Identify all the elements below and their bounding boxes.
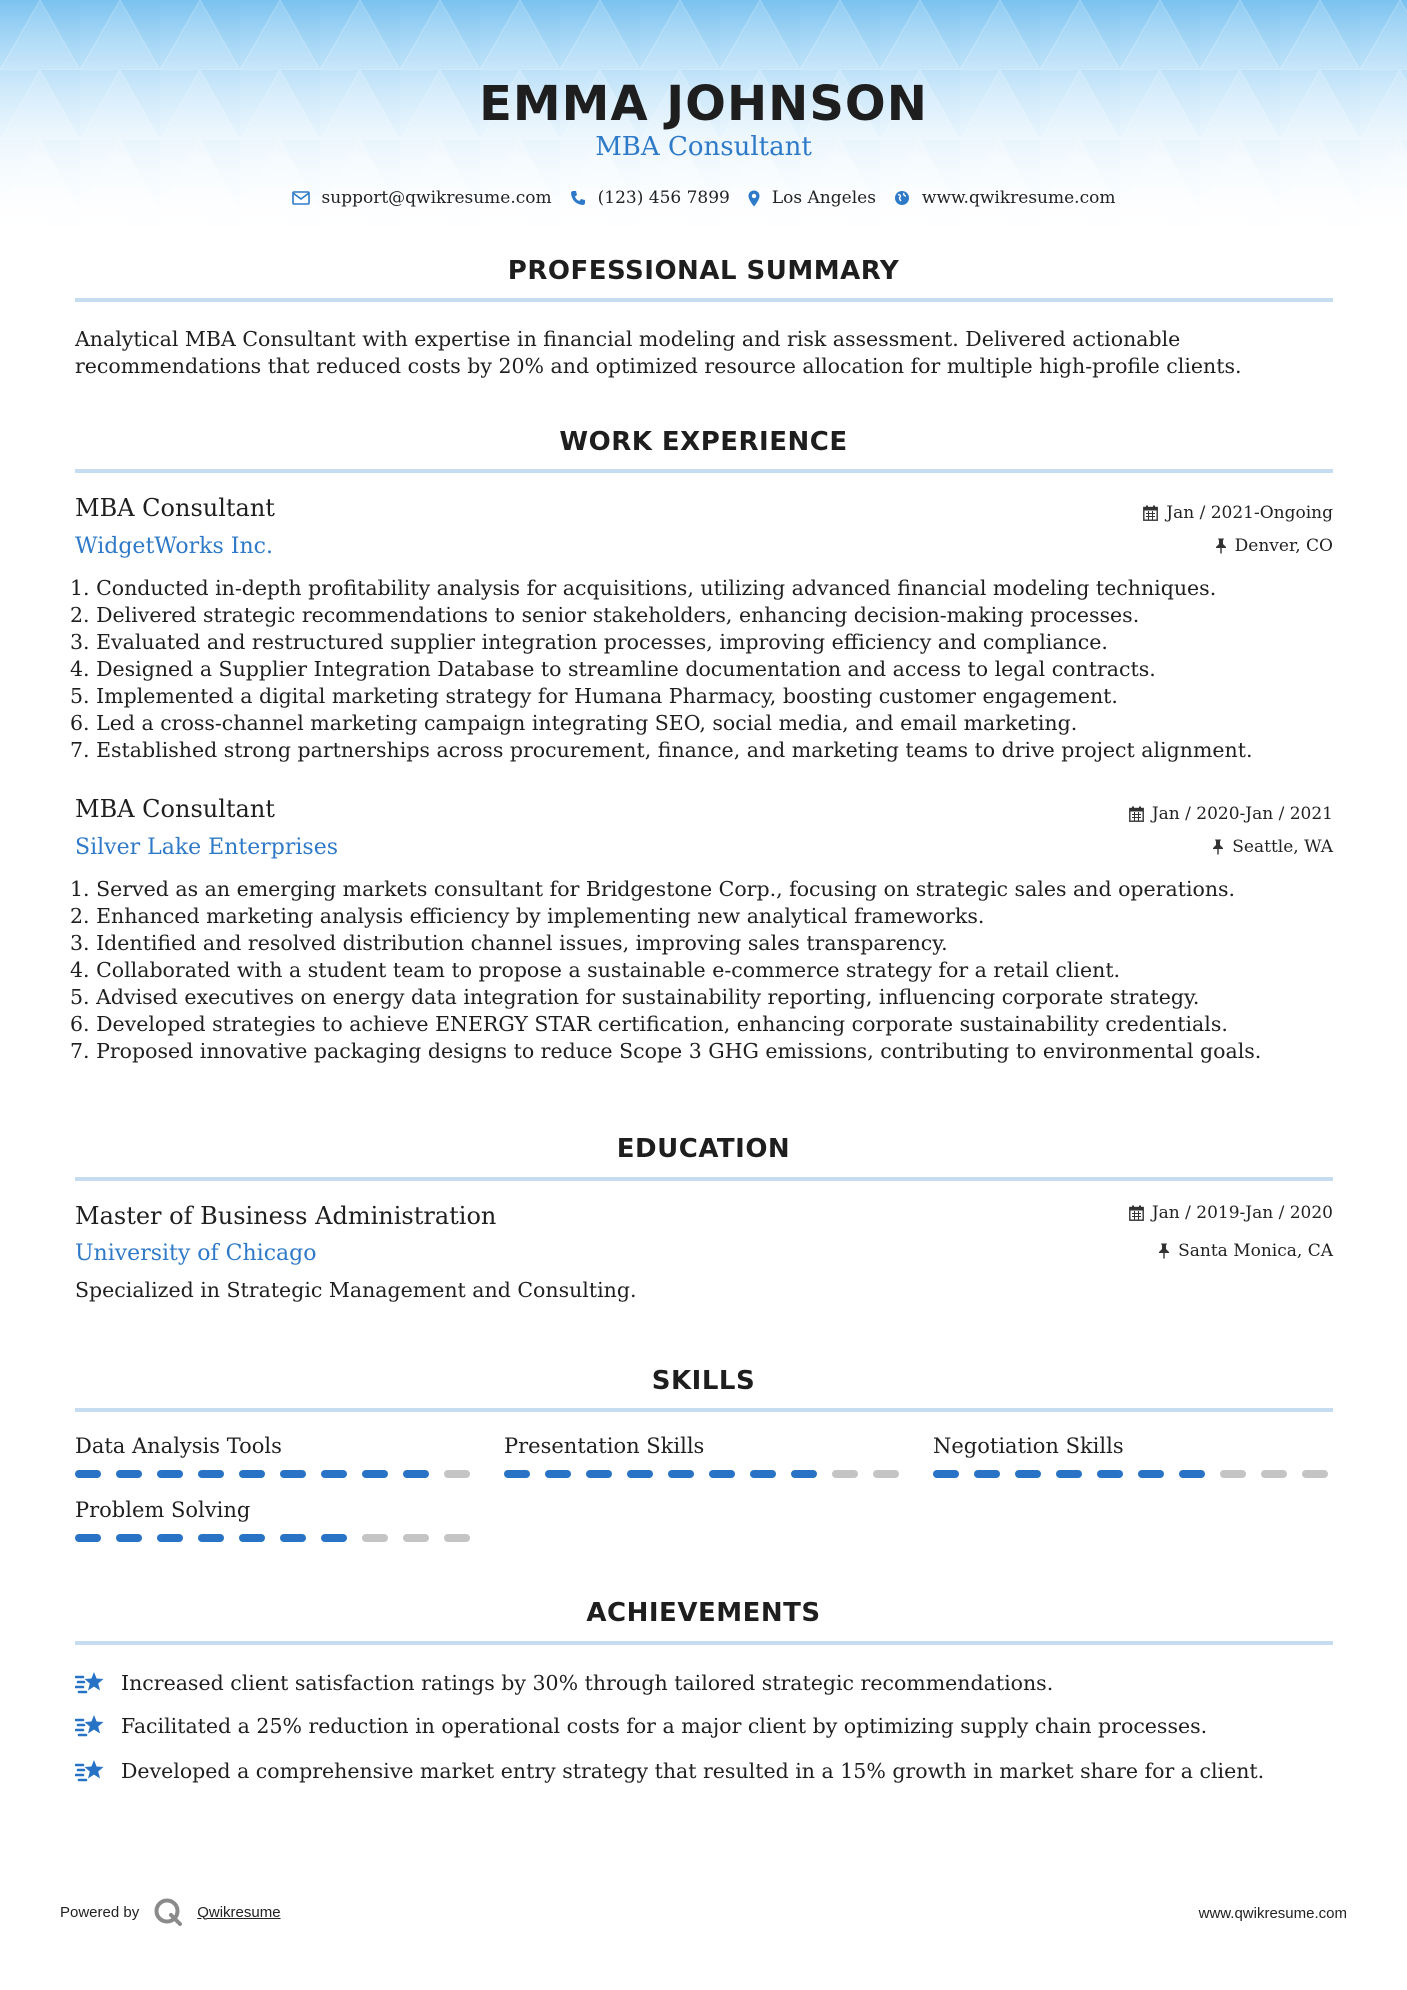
list-item: 6. Developed strategies to achieve ENERGY STAR certification, enhancing corporate sustainability credentials. — [70, 1012, 1228, 1036]
job-company: Silver Lake Enterprises — [75, 835, 339, 860]
list-item: 5. Advised executives on energy data integration for sustainability reporting, influencing corporate strategy. — [70, 985, 1200, 1009]
skill-segment-filled — [586, 1470, 612, 1478]
pushpin-icon — [1215, 538, 1227, 554]
skill-segment-filled — [1179, 1470, 1205, 1478]
skill-segment-filled — [933, 1470, 959, 1478]
contact-location-text: Los Angeles — [771, 188, 876, 208]
contact-phone[interactable] — [570, 188, 730, 208]
skill-segment-filled — [75, 1534, 101, 1542]
skill-segment-filled — [545, 1470, 571, 1478]
summary-line: Analytical MBA Consultant with expertise in financial modeling and risk assessment. Delivered actionable — [75, 327, 1181, 351]
skill-name: Negotiation Skills — [933, 1434, 1124, 1458]
education-degree: Master of Business Administration — [75, 1202, 497, 1230]
education-note: Specialized in Strategic Management and Consulting. — [75, 1278, 637, 1302]
skill-segment-filled — [157, 1470, 183, 1478]
envelope-icon — [292, 191, 310, 205]
skill-segment-filled — [198, 1534, 224, 1542]
list-item: 3. Evaluated and restructured supplier integration processes, improving efficiency and compliance. — [70, 630, 1108, 654]
achievements-divider — [75, 1641, 1333, 1645]
calendar-icon — [1129, 806, 1144, 822]
map-marker-icon — [748, 190, 760, 207]
job-responsibilities — [70, 876, 1340, 1065]
qwikresume-logo-icon — [153, 1897, 183, 1927]
skill-name: Problem Solving — [75, 1498, 251, 1522]
job-dates — [1143, 503, 1333, 523]
education-dates — [1129, 1203, 1333, 1223]
skill-segment-filled — [1097, 1470, 1123, 1478]
experience-heading: WORK EXPERIENCE — [559, 427, 848, 457]
skill-item — [504, 1434, 904, 1478]
skill-item — [933, 1434, 1333, 1478]
skill-segment-empty — [1261, 1470, 1287, 1478]
skill-level-bar — [504, 1470, 904, 1478]
skill-segment-filled — [362, 1470, 388, 1478]
summary-line: recommendations that reduced costs by 20% and optimized resource allocation for multiple high-profile clients. — [75, 354, 1242, 378]
education-location — [1158, 1241, 1333, 1261]
phone-icon — [570, 190, 586, 206]
skill-level-bar — [75, 1534, 475, 1542]
job-location — [1212, 837, 1333, 857]
education-location-text: Santa Monica, CA — [1178, 1241, 1333, 1261]
list-item: 5. Implemented a digital marketing strategy for Humana Pharmacy, boosting customer engagement. — [70, 684, 1118, 708]
shooting-star-icon — [75, 1757, 107, 1785]
skill-segment-filled — [116, 1534, 142, 1542]
skill-level-bar — [75, 1470, 475, 1478]
job-company: WidgetWorks Inc. — [75, 534, 273, 559]
skill-segment-empty — [873, 1470, 899, 1478]
skill-segment-filled — [1056, 1470, 1082, 1478]
pushpin-icon — [1212, 839, 1224, 855]
skill-item — [75, 1498, 475, 1542]
list-item: 3. Identified and resolved distribution channel issues, improving sales transparency. — [70, 931, 948, 955]
powered-by-label: Powered by — [60, 1903, 140, 1921]
skill-segment-filled — [280, 1470, 306, 1478]
skill-segment-filled — [750, 1470, 776, 1478]
skill-segment-empty — [362, 1534, 388, 1542]
candidate-role: MBA Consultant — [595, 132, 812, 162]
skill-segment-filled — [157, 1534, 183, 1542]
skills-divider — [75, 1408, 1333, 1412]
skill-segment-empty — [832, 1470, 858, 1478]
brand-link[interactable]: Qwikresume — [197, 1903, 281, 1921]
skill-segment-filled — [403, 1470, 429, 1478]
job-dates-text: Jan / 2021-Ongoing — [1166, 503, 1333, 523]
education-dates-text: Jan / 2019-Jan / 2020 — [1151, 1203, 1333, 1223]
skill-segment-filled — [116, 1470, 142, 1478]
shooting-star-icon — [75, 1712, 107, 1740]
experience-divider — [75, 469, 1333, 473]
contact-phone-text: (123) 456 7899 — [597, 188, 730, 208]
job-location — [1215, 536, 1333, 556]
job-dates-text: Jan / 2020-Jan / 2021 — [1151, 804, 1333, 824]
calendar-icon — [1129, 1205, 1144, 1221]
skill-segment-filled — [239, 1534, 265, 1542]
skill-segment-filled — [504, 1470, 530, 1478]
skill-segment-filled — [321, 1470, 347, 1478]
footer-powered-by — [60, 1897, 281, 1927]
skill-item — [75, 1434, 475, 1478]
skill-segment-empty — [1220, 1470, 1246, 1478]
list-item: 1. Served as an emerging markets consultant for Bridgestone Corp., focusing on strategic sales and operations. — [70, 877, 1236, 901]
list-item: 2. Delivered strategic recommendations to senior stakeholders, enhancing decision-making processes. — [70, 603, 1140, 627]
skill-segment-filled — [321, 1534, 347, 1542]
skill-level-bar — [933, 1470, 1333, 1478]
achievement-item — [75, 1712, 1207, 1740]
job-title: MBA Consultant — [75, 795, 275, 823]
list-item: 4. Collaborated with a student team to propose a sustainable e-commerce strategy for a retail client. — [70, 958, 1121, 982]
job-location-text: Denver, CO — [1234, 536, 1333, 556]
skill-segment-filled — [709, 1470, 735, 1478]
achievement-item — [75, 1669, 1053, 1697]
skill-segment-filled — [239, 1470, 265, 1478]
skill-segment-filled — [1015, 1470, 1041, 1478]
skill-segment-filled — [75, 1470, 101, 1478]
skill-segment-empty — [403, 1534, 429, 1542]
achievement-item — [75, 1757, 1264, 1785]
contact-email-text: support@qwikresume.com — [321, 188, 552, 208]
summary-divider — [75, 298, 1333, 302]
calendar-icon — [1143, 505, 1158, 521]
education-heading: EDUCATION — [616, 1134, 791, 1164]
skill-segment-empty — [444, 1534, 470, 1542]
skill-segment-empty — [444, 1470, 470, 1478]
skill-segment-filled — [668, 1470, 694, 1478]
summary-text — [75, 326, 1335, 380]
list-item: 6. Led a cross-channel marketing campaign integrating SEO, social media, and email marketing. — [70, 711, 1078, 735]
globe-icon — [894, 190, 910, 206]
job-responsibilities — [70, 575, 1340, 764]
contact-email[interactable] — [292, 188, 552, 208]
education-divider — [75, 1177, 1333, 1181]
footer-website[interactable]: www.qwikresume.com — [1198, 1905, 1347, 1922]
achievement-text: Facilitated a 25% reduction in operational costs for a major client by optimizing supply chain processes. — [121, 1714, 1208, 1738]
skill-segment-filled — [1138, 1470, 1164, 1478]
candidate-name: EMMA JOHNSON — [479, 76, 928, 132]
skill-name: Data Analysis Tools — [75, 1434, 282, 1458]
achievements-heading: ACHIEVEMENTS — [586, 1598, 821, 1628]
contact-website-text: www.qwikresume.com — [921, 188, 1116, 208]
contact-bar — [0, 188, 1407, 208]
skill-segment-filled — [627, 1470, 653, 1478]
skill-segment-filled — [198, 1470, 224, 1478]
job-title: MBA Consultant — [75, 494, 275, 522]
summary-heading: PROFESSIONAL SUMMARY — [507, 256, 900, 286]
list-item: 7. Proposed innovative packaging designs to reduce Scope 3 GHG emissions, contributing to environmental goals. — [70, 1039, 1262, 1063]
job-location-text: Seattle, WA — [1232, 837, 1333, 857]
achievement-text: Developed a comprehensive market entry strategy that resulted in a 15% growth in market share for a client. — [121, 1759, 1265, 1783]
skills-heading: SKILLS — [651, 1366, 756, 1396]
list-item: 4. Designed a Supplier Integration Database to streamline documentation and access to legal contracts. — [70, 657, 1156, 681]
shooting-star-icon — [75, 1669, 107, 1697]
skill-name: Presentation Skills — [504, 1434, 705, 1458]
list-item: 2. Enhanced marketing analysis efficiency by implementing new analytical frameworks. — [70, 904, 985, 928]
pushpin-icon — [1158, 1243, 1170, 1259]
skill-segment-filled — [974, 1470, 1000, 1478]
contact-website[interactable] — [894, 188, 1116, 208]
job-dates — [1129, 804, 1333, 824]
skill-segment-empty — [1302, 1470, 1328, 1478]
contact-location — [748, 188, 876, 208]
list-item: 7. Established strong partnerships across procurement, finance, and marketing teams to drive project alignment. — [70, 738, 1253, 762]
education-school: University of Chicago — [75, 1241, 317, 1266]
skill-segment-filled — [791, 1470, 817, 1478]
achievement-text: Increased client satisfaction ratings by 30% through tailored strategic recommendations. — [121, 1671, 1054, 1695]
list-item: 1. Conducted in-depth profitability analysis for acquisitions, utilizing advanced financial modeling techniques. — [70, 576, 1217, 600]
skill-segment-filled — [280, 1534, 306, 1542]
